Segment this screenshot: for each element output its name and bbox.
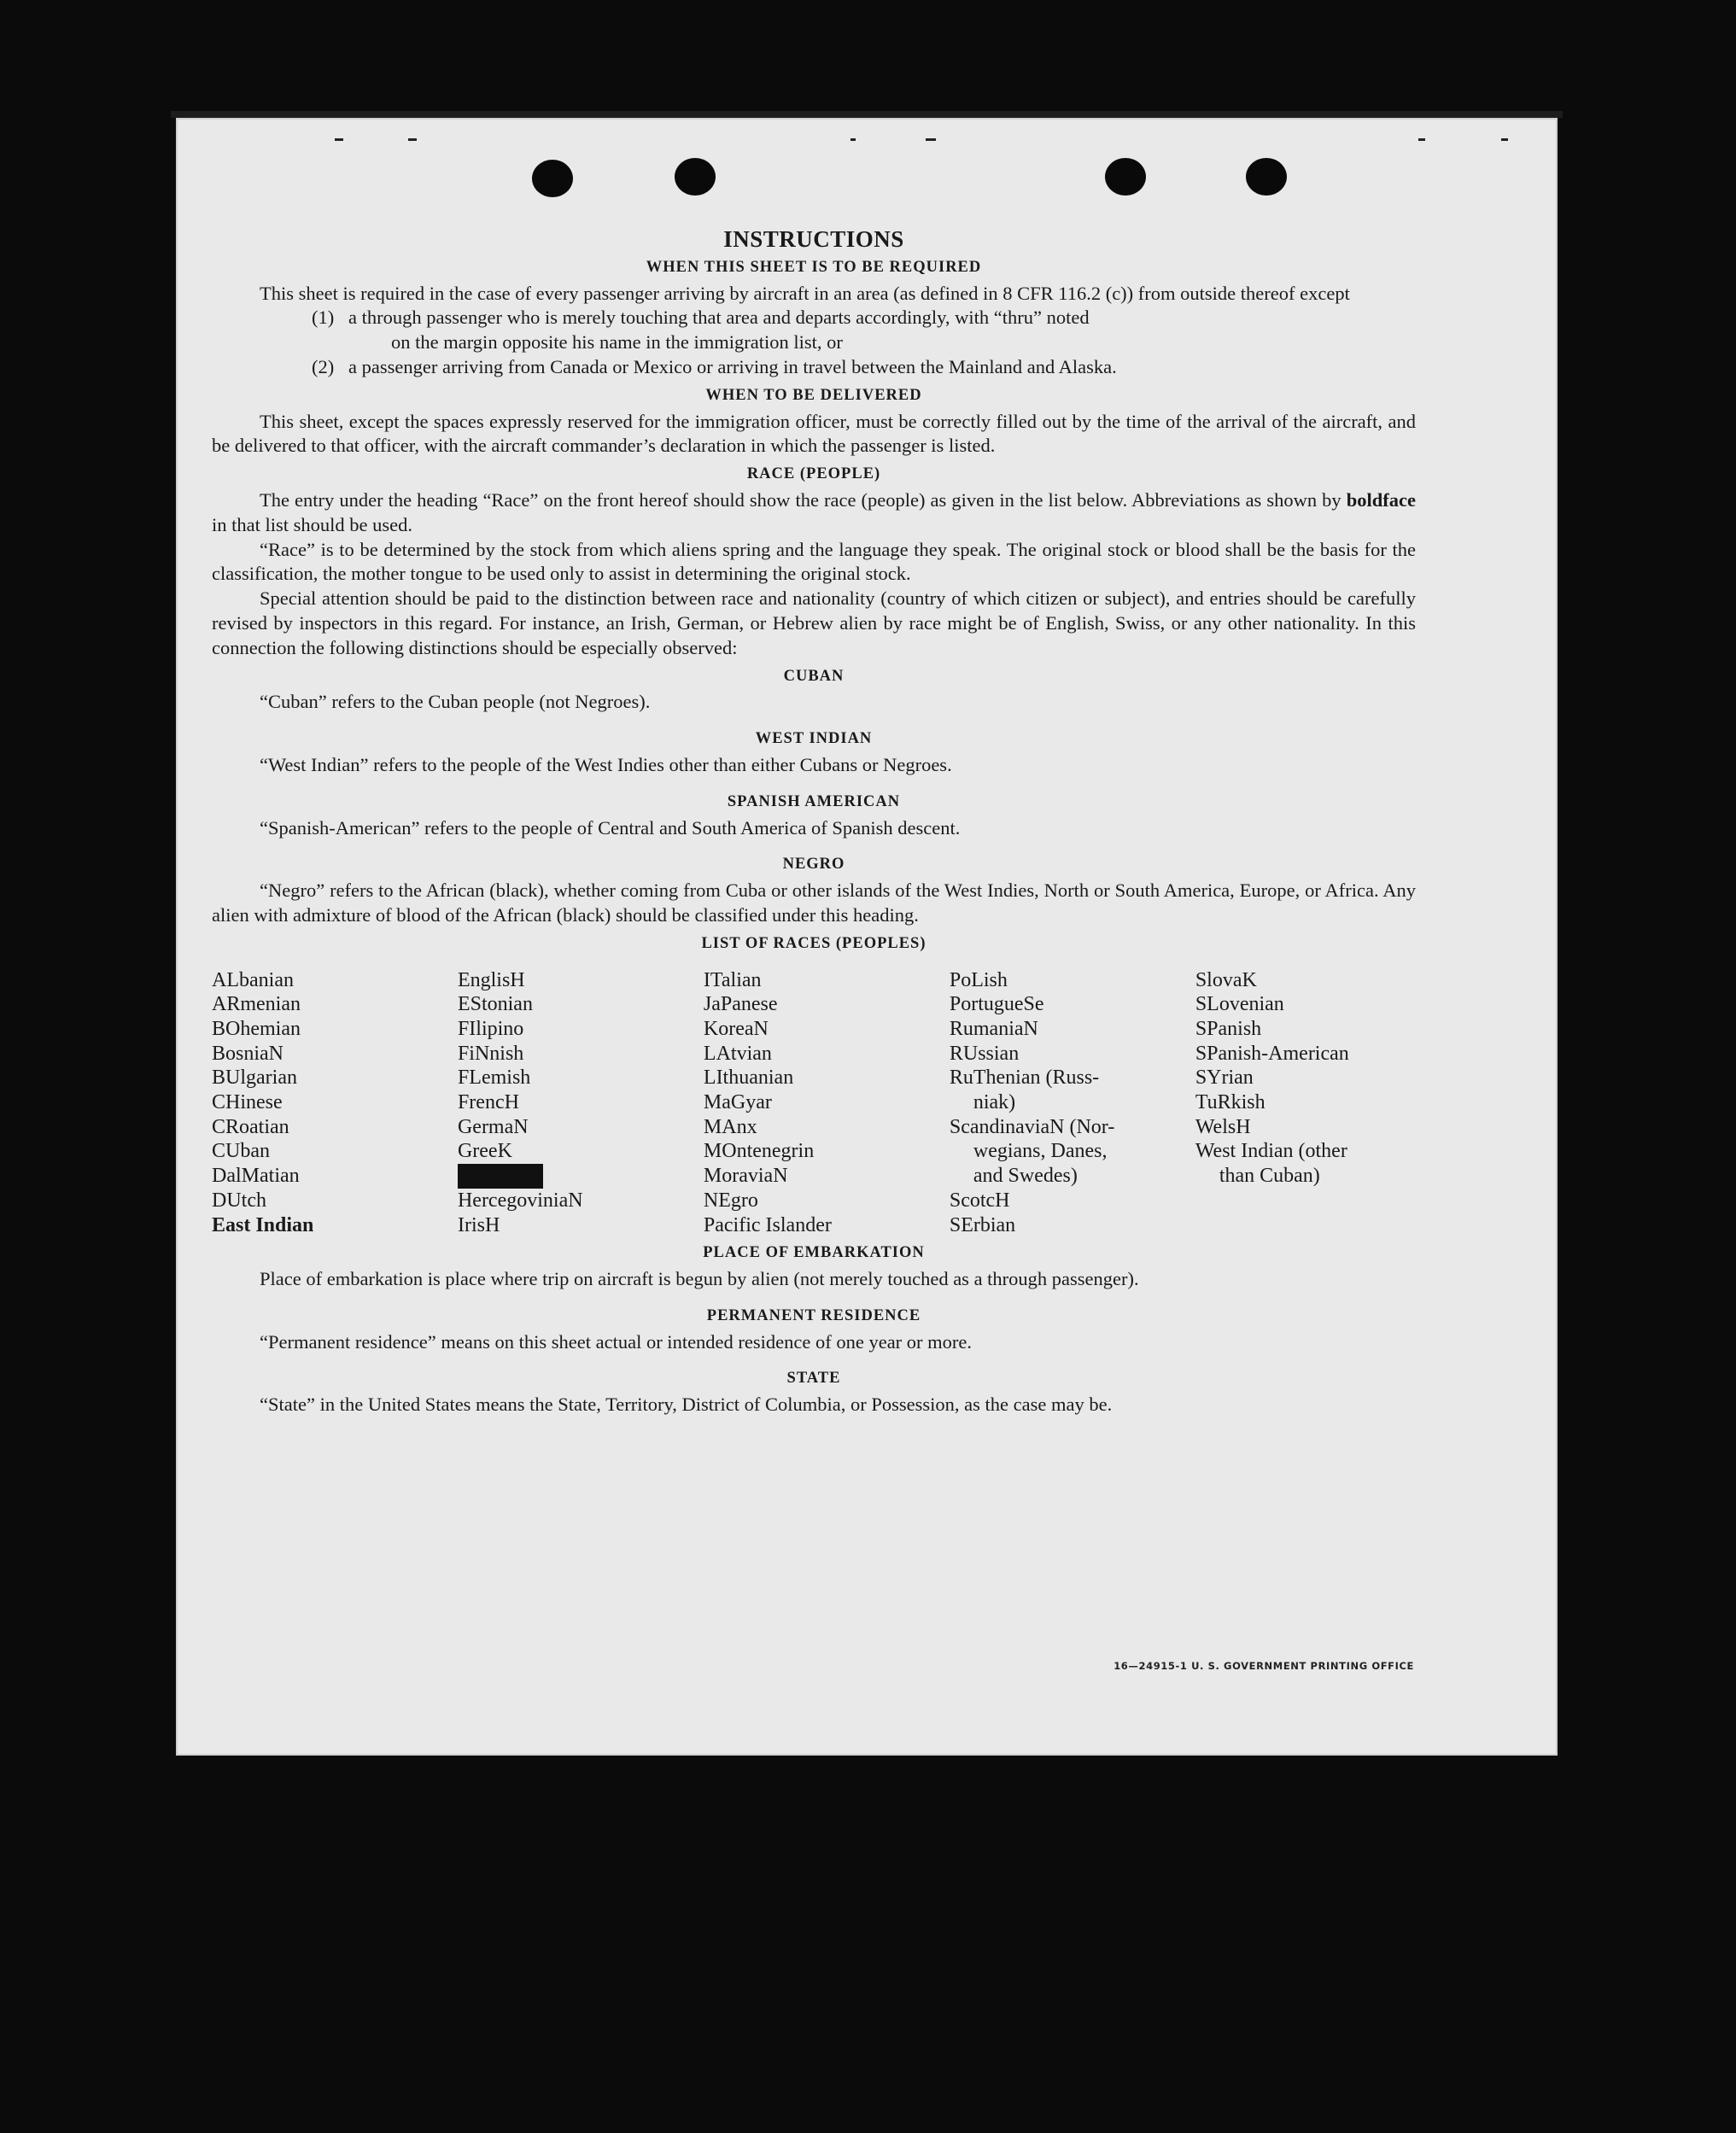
race-entry: and Swedes) <box>973 1165 1078 1188</box>
race-entry: BosniaN <box>212 1042 283 1065</box>
race-entry: IrisH <box>457 1213 500 1236</box>
race-entry: CHinese <box>212 1091 283 1114</box>
scan-mark <box>335 138 343 141</box>
race-entry: SLovenian <box>1195 993 1284 1016</box>
section-heading: WEST INDIAN <box>755 730 873 748</box>
section-heading: WHEN TO BE DELIVERED <box>705 386 922 404</box>
instruction-sheet <box>176 118 1558 1756</box>
race-entry: SlovaK <box>1195 968 1257 991</box>
section-heading: RACE (PEOPLE) <box>746 465 881 483</box>
section-heading: CUBAN <box>783 667 845 685</box>
race-entry: EnglisH <box>457 968 525 991</box>
race-entry: NEgro <box>703 1189 758 1212</box>
section-heading: WHEN THIS SHEET IS TO BE REQUIRED <box>646 258 982 276</box>
punch-hole <box>532 160 573 197</box>
race-list <box>212 968 1416 1238</box>
race-entry: MAnx <box>703 1115 757 1138</box>
punch-hole <box>1105 158 1146 196</box>
paragraph: “Race” is to be determined by the stock from which aliens spring and the language they speak. The original stock or blood shall be the basis for the classification, the mother tongue to be used only to assist in determining the original stock. <box>212 538 1416 585</box>
race-entry: CRoatian <box>212 1115 289 1138</box>
paragraph: Special attention should be paid to the distinction between race and nationality (country of which citizen or subject), and entries should be carefully revised by inspectors in this regard. For instance, an Irish, German, or Hebrew alien by race might be of English, Swiss, or any other nationality. In this connection the following distinctions should be especially observed: <box>212 587 1416 658</box>
race-entry: ScandinaviaN (Nor- <box>949 1115 1115 1138</box>
race-entry: LAtvian <box>703 1042 772 1065</box>
paragraph: This sheet is required in the case of every passenger arriving by aircraft in an area (as defined in 8 CFR 116.2 (c)) from outside thereof except <box>260 282 1350 304</box>
race-entry: SErbian <box>949 1213 1016 1236</box>
race-entry: DUtch <box>212 1189 266 1212</box>
race-column <box>212 968 458 1238</box>
race-entry: BUlgarian <box>212 1066 297 1090</box>
race-entry: LIthuanian <box>703 1066 794 1090</box>
race-entry: TuRkish <box>1195 1091 1265 1114</box>
paragraph: “Spanish-American” refers to the people of Central and South America of Spanish descent. <box>260 816 961 839</box>
race-entry: FIlipino <box>457 1017 524 1040</box>
race-entry: ScotcH <box>949 1189 1010 1212</box>
race-column <box>1195 968 1416 1238</box>
paragraph: The entry under the heading “Race” on the front hereof should show the race (people) as given in the list below. Abbreviations as shown by boldface in that list should be used. <box>212 488 1416 535</box>
race-entry: than Cuban) <box>1219 1165 1320 1188</box>
race-entry: HercegoviniaN <box>457 1189 583 1212</box>
race-entry: RUssian <box>949 1042 1020 1065</box>
scan-shadow-top <box>171 111 1563 118</box>
race-entry: wegians, Danes, <box>973 1140 1108 1163</box>
paragraph: “Permanent residence” means on this sheet actual or intended residence of one year or more. <box>260 1330 973 1353</box>
section-heading: SPANISH AMERICAN <box>727 792 901 810</box>
race-entry: ITalian <box>703 968 762 991</box>
race-entry: KoreaN <box>703 1017 769 1040</box>
paragraph: Place of embarkation is place where trip on aircraft is begun by alien (not merely touched as a through passenger). <box>260 1268 1139 1290</box>
scan-mark <box>1501 138 1508 141</box>
race-entry: PoLish <box>949 968 1008 991</box>
race-entry: FiNnish <box>457 1042 524 1065</box>
race-entry: FLemish <box>457 1066 531 1090</box>
race-entry: RumaniaN <box>949 1017 1038 1040</box>
race-entry: JaPanese <box>703 993 778 1016</box>
scan-mark <box>1418 138 1425 141</box>
race-entry: GermaN <box>457 1115 529 1138</box>
race-entry: SPanish-American <box>1195 1042 1349 1065</box>
section-heading: LIST OF RACES (PEOPLES) <box>701 934 926 952</box>
race-entry: MOntenegrin <box>703 1140 815 1163</box>
punch-hole <box>1246 158 1287 196</box>
race-entry: EStonian <box>457 993 533 1016</box>
section-heading: NEGRO <box>782 856 845 874</box>
race-entry: DalMatian <box>212 1165 300 1188</box>
punch-hole <box>675 158 716 196</box>
scan-mark <box>850 138 856 141</box>
paragraph: “West Indian” refers to the people of the West Indies other than either Cubans or Negroes. <box>260 753 952 775</box>
scan-mark <box>408 138 417 141</box>
race-entry: FrencH <box>457 1091 519 1114</box>
race-entry: PortugueSe <box>949 993 1044 1016</box>
section-heading: STATE <box>786 1370 841 1388</box>
section-heading: PLACE OF EMBARKATION <box>703 1244 925 1262</box>
list-item: (1) a through passenger who is merely touching that area and departs accordingly, with “thru” noted on the margin opposite his name in the immigration list, or <box>312 307 1090 354</box>
paragraph: “Negro” refers to the African (black), whether coming from Cuba or other islands of the West Indies, North or South America, Europe, or Africa. Any alien with admixture of blood of the African (black) should be classified under this heading. <box>212 879 1416 926</box>
race-column <box>950 968 1195 1238</box>
race-entry: niak) <box>973 1091 1016 1114</box>
race-column <box>458 968 704 1238</box>
paragraph: This sheet, except the spaces expressly reserved for the immigration officer, must be correctly filled out by the time of the arrival of the aircraft, and be delivered to that officer, with the aircraft commander’s declaration in which the passenger is listed. <box>212 410 1416 457</box>
race-entry: ALbanian <box>212 968 294 991</box>
race-entry: ARmenian <box>212 993 301 1016</box>
section-heading: PERMANENT RESIDENCE <box>706 1306 921 1324</box>
instructions-body <box>212 227 1416 1417</box>
race-entry: SYrian <box>1195 1066 1254 1090</box>
paragraph: “State” in the United States means the State, Territory, District of Columbia, or Possession, as the case may be. <box>260 1394 1113 1416</box>
printer-footnote: 16—24915-1 U. S. GOVERNMENT PRINTING OFFICE <box>1113 1660 1414 1672</box>
race-entry: CUban <box>212 1140 270 1163</box>
race-entry-redacted: HebreW <box>458 1164 543 1189</box>
paragraph: “Cuban” refers to the Cuban people (not Negroes). <box>260 691 651 713</box>
race-entry: Pacific Islander <box>703 1213 832 1236</box>
race-column <box>704 968 950 1238</box>
race-entry: East Indian <box>212 1213 314 1236</box>
race-entry: MaGyar <box>703 1091 772 1114</box>
race-entry: BOhemian <box>212 1017 301 1040</box>
race-entry: SPanish <box>1195 1017 1262 1040</box>
race-entry: MoraviaN <box>703 1165 788 1188</box>
race-entry: WelsH <box>1195 1115 1251 1138</box>
race-entry: West Indian (other <box>1195 1140 1347 1163</box>
list-item: (2) a passenger arriving from Canada or Mexico or arriving in travel between the Mainland and Alaska. <box>312 355 1117 377</box>
race-entry: RuThenian (Russ- <box>949 1066 1100 1090</box>
race-entry: GreeK <box>457 1140 512 1163</box>
page-title: INSTRUCTIONS <box>723 226 904 252</box>
scan-mark <box>926 138 936 141</box>
